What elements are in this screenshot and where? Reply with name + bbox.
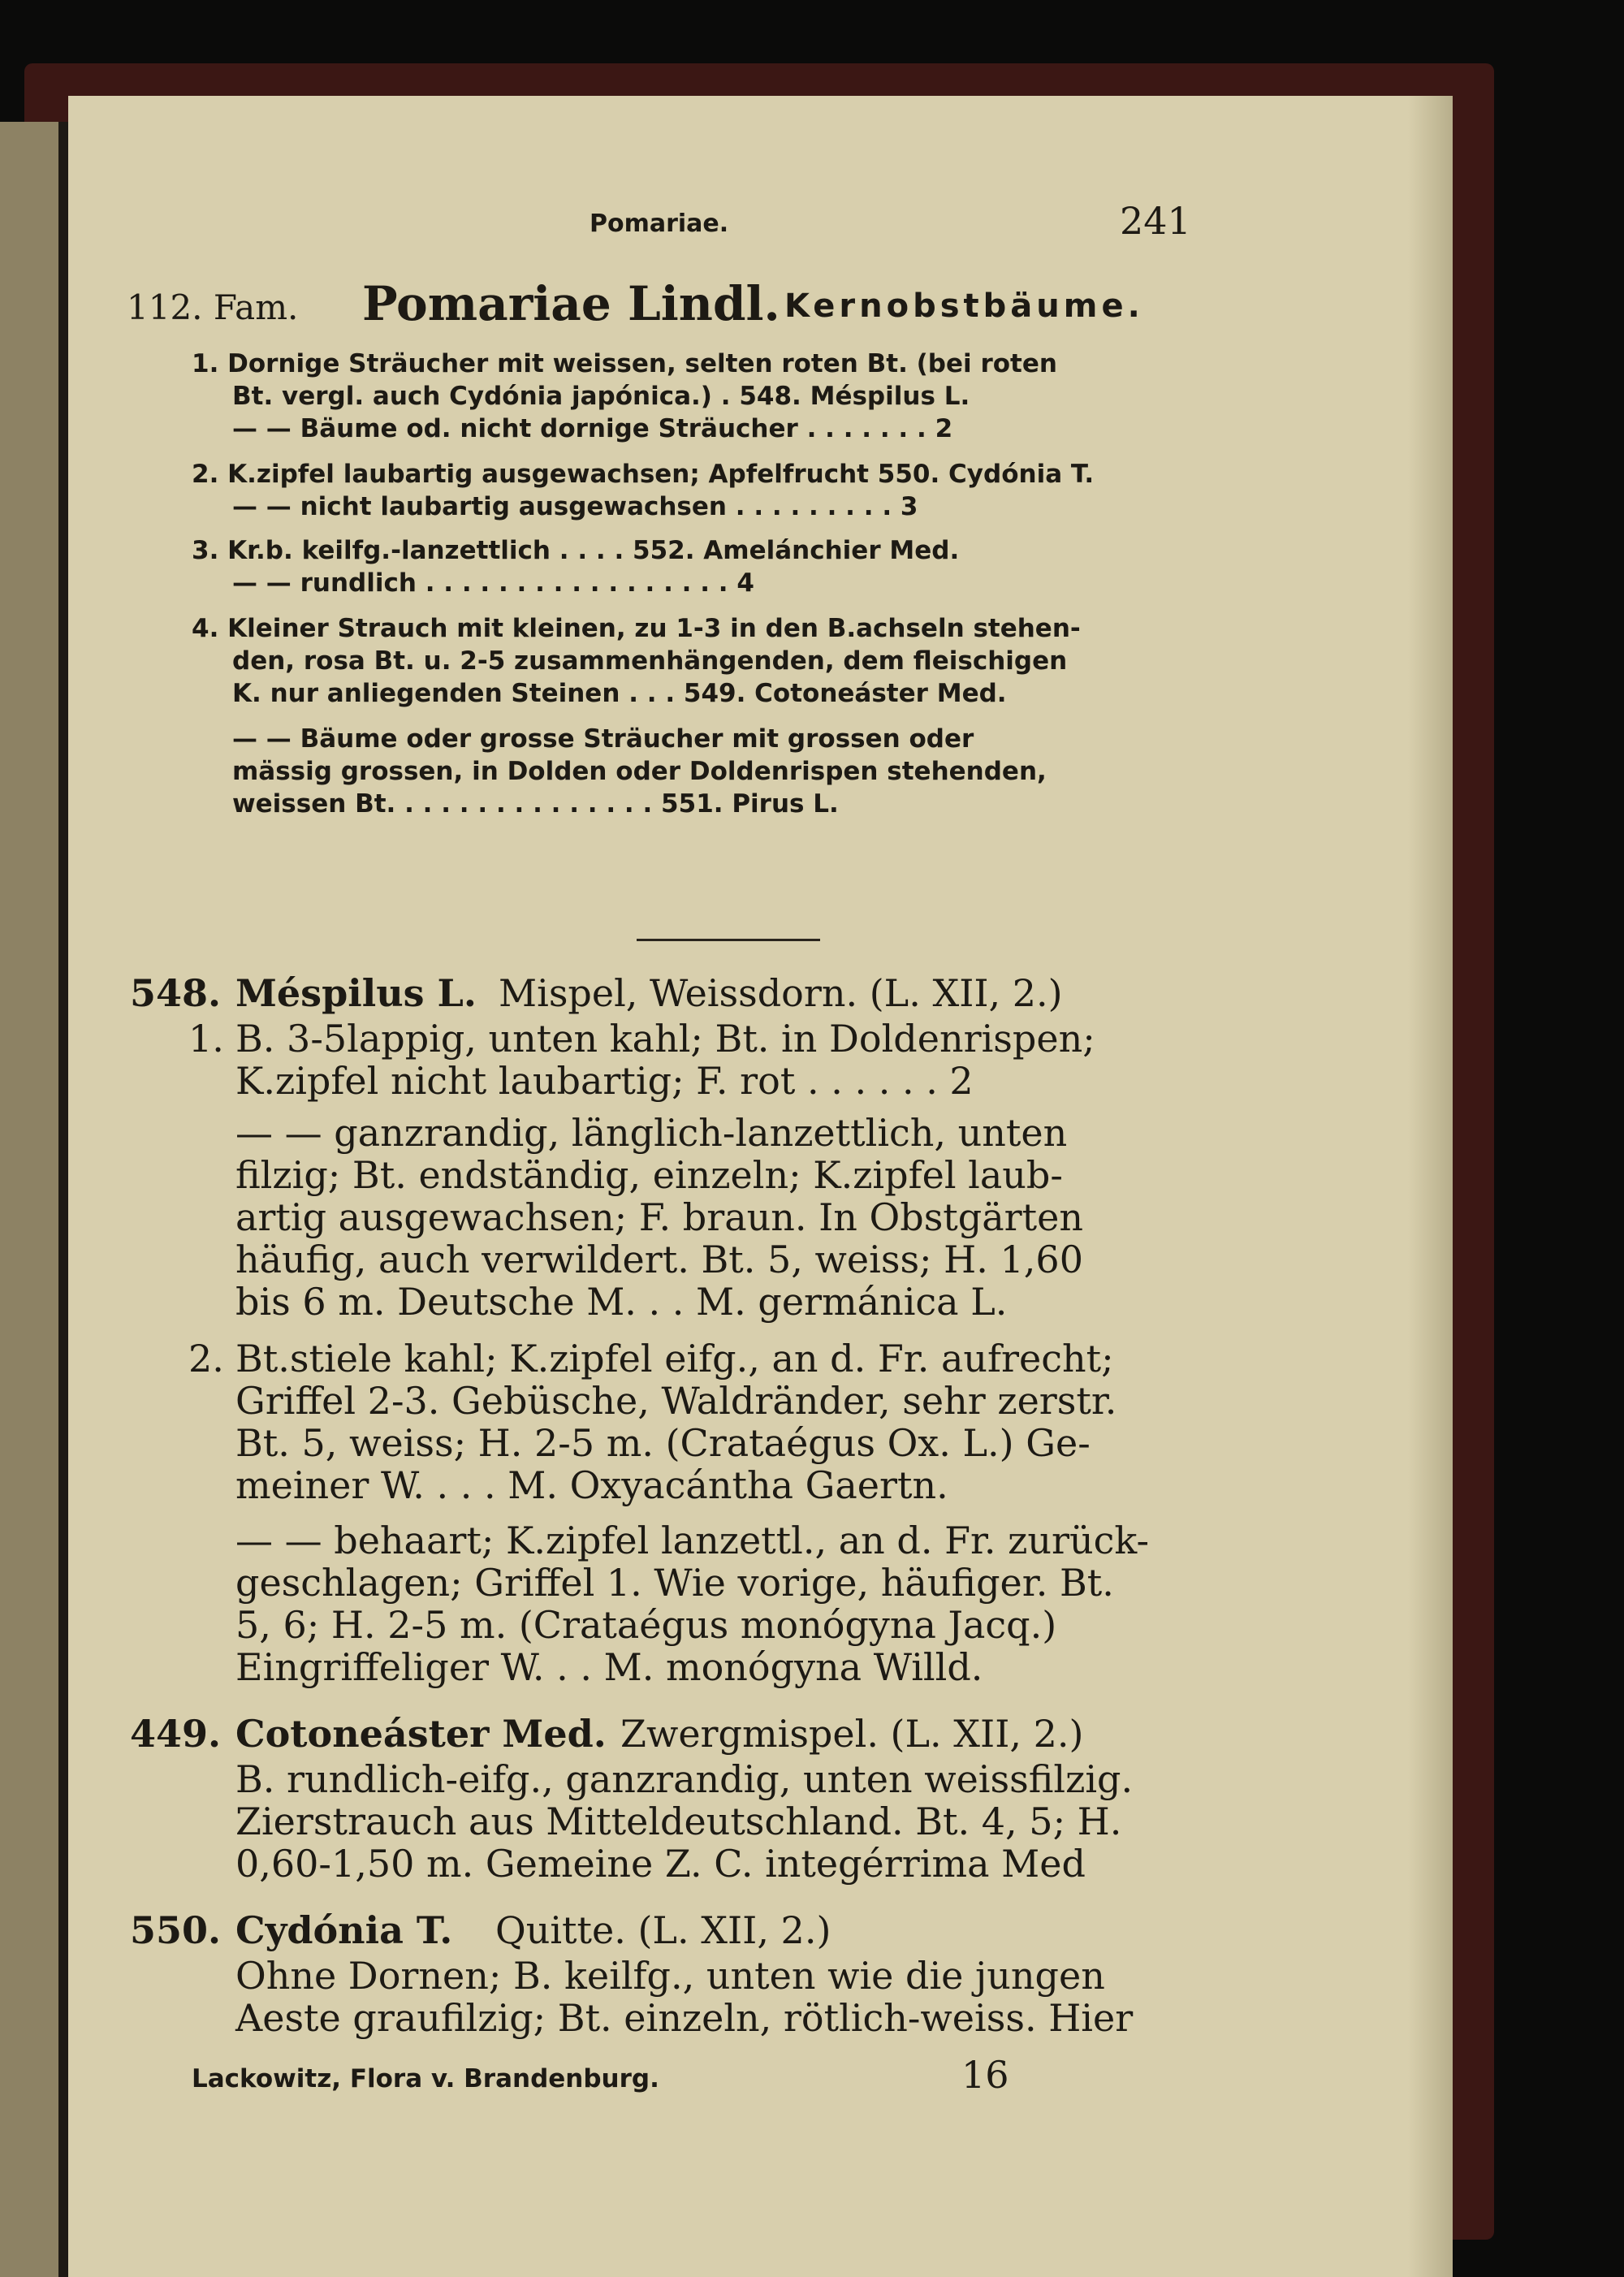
key-line: — — nicht laubartig ausgewachsen . . . . . . . . . 3	[232, 492, 918, 521]
key-line: 1. Dornige Sträucher mit weissen, selten roten Bt. (bei roten	[192, 349, 1057, 378]
key-line: Bt. vergl. auch Cydónia japónica.) . 548. Méspilus L.	[232, 382, 970, 411]
left-page-edge	[0, 122, 58, 2277]
running-title: Pomariae.	[590, 210, 729, 238]
sheet-number: 16	[961, 2053, 1009, 2097]
genus-name: Méspilus L.	[235, 971, 477, 1015]
entry-line: Zierstrauch aus Mitteldeutschland. Bt. 4, 5; H.	[235, 1800, 1122, 1843]
entry-number: 550.	[130, 1908, 222, 1952]
page-edge-shade	[1408, 96, 1453, 2277]
key-line: — — Bäume od. nicht dornige Sträucher . . . . . . . 2	[232, 414, 953, 443]
key-line: — — rundlich . . . . . . . . . . . . . . . . . 4	[232, 568, 754, 598]
entry-line: B. 3-5lappig, unten kahl; Bt. in Doldenrispen;	[235, 1017, 1095, 1061]
genus-name: Cydónia T.	[235, 1908, 453, 1952]
key-line: 4. Kleiner Strauch mit kleinen, zu 1-3 in den B.achseln stehen-	[192, 614, 1081, 643]
lead-number: 2.	[188, 1337, 224, 1380]
genus-name: Cotoneáster Med.	[235, 1712, 607, 1756]
key-line: den, rosa Bt. u. 2-5 zusammenhängenden, dem fleischigen	[232, 646, 1068, 676]
key-line: 3. Kr.b. keilfg.-lanzettlich . . . . 552. Amelánchier Med.	[192, 536, 960, 565]
entry-line: geschlagen; Griffel 1. Wie vorige, häufiger. Bt.	[235, 1561, 1114, 1605]
entry-line: Griffel 2-3. Gebüsche, Waldränder, sehr zerstr.	[235, 1379, 1117, 1423]
entry-line: artig ausgewachsen; F. braun. In Obstgärten	[235, 1195, 1083, 1239]
entry-number: 548.	[130, 971, 222, 1015]
entry-line: K.zipfel nicht laubartig; F. rot . . . . . . 2	[235, 1059, 974, 1103]
entry-line: Quitte. (L. XII, 2.)	[495, 1908, 831, 1952]
entry-line: Zwergmispel. (L. XII, 2.)	[620, 1712, 1084, 1756]
entry-line: bis 6 m. Deutsche M. . . M. germánica L.	[235, 1280, 1008, 1324]
section-divider	[637, 939, 820, 941]
entry-line: B. rundlich-eifg., ganzrandig, unten weissfilzig.	[235, 1757, 1134, 1801]
key-line: K. nur anliegenden Steinen . . . 549. Cotoneáster Med.	[232, 679, 1007, 708]
entry-line: 5, 6; H. 2-5 m. (Crataégus monógyna Jacq.)	[235, 1603, 1057, 1647]
entry-number: 449.	[130, 1712, 222, 1756]
entry-line: 0,60-1,50 m. Gemeine Z. C. integérrima Med	[235, 1842, 1086, 1886]
entry-line: — — ganzrandig, länglich-lanzettlich, unten	[235, 1111, 1068, 1155]
entry-line: filzig; Bt. endständig, einzeln; K.zipfel laub-	[235, 1153, 1063, 1197]
key-line: 2. K.zipfel laubartig ausgewachsen; Apfelfrucht 550. Cydónia T.	[192, 460, 1095, 489]
page-number: 241	[1120, 199, 1191, 243]
family-name: Pomariae Lindl.	[362, 276, 780, 331]
entry-line: Mispel, Weissdorn. (L. XII, 2.)	[499, 971, 1063, 1015]
gutter-shadow	[58, 122, 68, 2277]
entry-line: Ohne Dornen; B. keilfg., unten wie die jungen	[235, 1954, 1105, 1998]
printer-signature: Lackowitz, Flora v. Brandenburg.	[192, 2064, 659, 2093]
entry-line: meiner W. . . . M. Oxyacántha Gaertn.	[235, 1463, 948, 1507]
entry-line: Bt.stiele kahl; K.zipfel eifg., an d. Fr. aufrecht;	[235, 1337, 1114, 1380]
book-page	[68, 96, 1453, 2277]
lead-number: 1.	[188, 1017, 224, 1061]
entry-line: Aeste graufilzig; Bt. einzeln, rötlich-weiss. Hier	[235, 1996, 1134, 2040]
entry-line: Bt. 5, weiss; H. 2-5 m. (Crataégus Ox. L.) Ge-	[235, 1421, 1091, 1465]
key-line: — — Bäume oder grosse Sträucher mit grossen oder	[232, 724, 974, 754]
family-number: 112. Fam.	[127, 287, 299, 327]
entry-line: Eingriffeliger W. . . M. monógyna Willd.	[235, 1645, 983, 1689]
key-line: weissen Bt. . . . . . . . . . . . . . . 551. Pirus L.	[232, 789, 839, 819]
entry-line: — — behaart; K.zipfel lanzettl., an d. Fr. zurück-	[235, 1519, 1150, 1562]
key-line: mässig grossen, in Dolden oder Doldenrispen stehenden,	[232, 757, 1047, 786]
entry-line: häufig, auch verwildert. Bt. 5, weiss; H. 1,60	[235, 1238, 1083, 1281]
family-common-name: Kernobstbäume.	[784, 287, 1144, 325]
